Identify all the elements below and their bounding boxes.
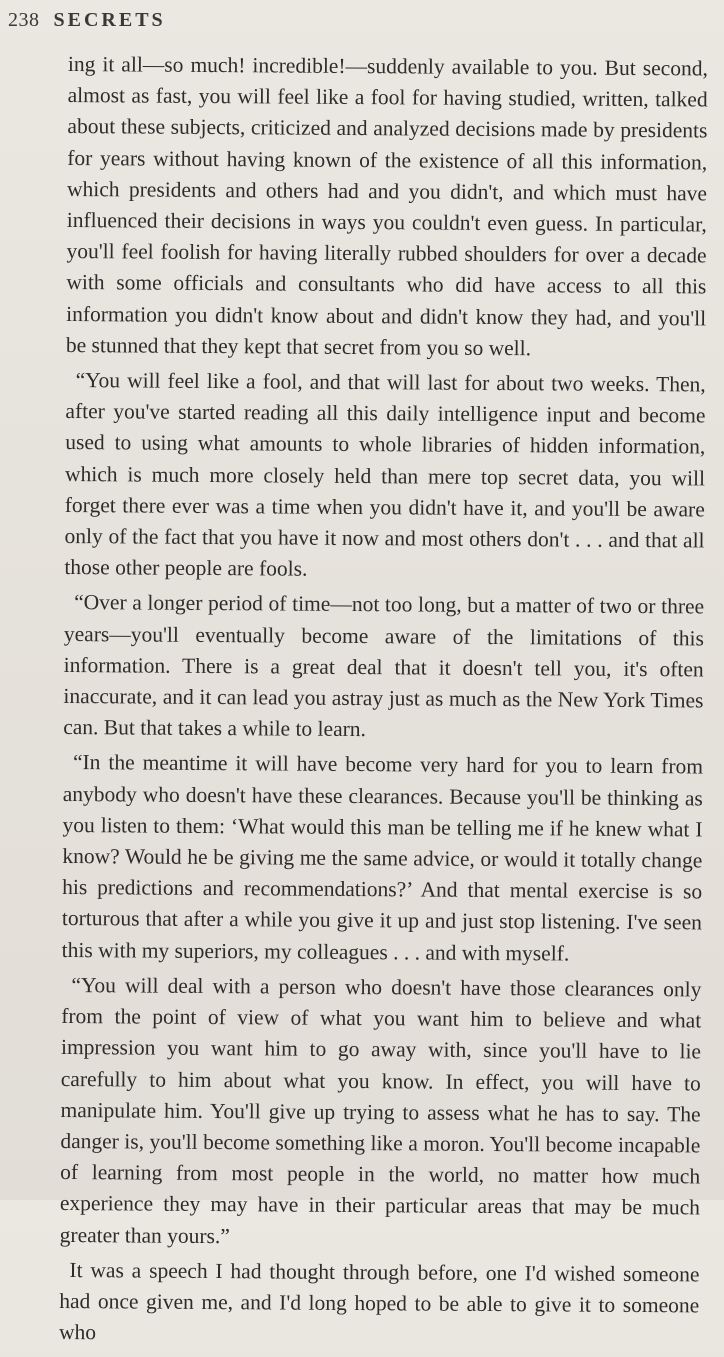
paragraph-2: “You will feel like a fool, and that will last for about two weeks. Then, after you've started reading all this daily intelligence input and become used to using what amounts to whole libraries of hidden information, which is much more closely held than mere top secret data, you will forget there ever was a time when you didn't have it, and you'll be aware only of the fact that you have it now and most others don't . . . and that all those other people are fools. xyxy=(64,368,706,581)
paragraph-6: It was a speech I had thought through before, one I'd wished someone had once given me, and I'd long hoped to be able to give it to someone who xyxy=(58,1257,700,1345)
running-head: SECRETS xyxy=(53,9,166,31)
paragraph-3: “Over a longer period of time—not too long, but a matter of two or three years—you'll eventually become aware of the limitations of this information. There is a great deal that it doesn't tell you, it's often inaccurate, and it can lead you astray just as much as the New York Times can. But that takes a while to learn. xyxy=(63,590,705,742)
body-text xyxy=(59,49,708,1357)
paragraph-5: “You will deal with a person who doesn't have those clearances only from the point of view of what you want him to believe and what impression you want him to go away with, since you'll have to lie carefully to him about what you know. In effect, you will have to manipulate him. You'll give up trying to assess what he has to say. The danger is, you'll become something like a moron. You'll become incapable of learning from most people in the world, no matter how much experience they may have in their particular areas that may be much greater than yours.” xyxy=(59,972,702,1248)
page-header xyxy=(8,6,704,32)
page-number: 238 xyxy=(8,9,40,31)
paragraph-1: ing it all—so much! incredible!—suddenly available to you. But second, almost as fast, you will feel like a fool for having studied, written, talked about these subjects, criticized and analyzed decisions made by presidents for years without having known of the existence of all this information, which presidents and others had and you didn't, and which must have influenced their decisions in ways you couldn't even guess. In particular, you'll feel foolish for having literally rubbed shoulders for over a decade with some officials and consultants who did have access to all this information you didn't know about and didn't know they had, and you'll be stunned that they kept that secret from you so well. xyxy=(65,51,708,361)
paragraph-4: “In the meantime it will have become very hard for you to learn from anybody who doesn't have these clearances. Because you'll be thinking as you listen to them: ‘What would this man be telling me if he knew what I know? Would he be giving me the same advice, or would it totally change his predictions and recommendations?’ And that mental exercise is so torturous that after a while you give it up and just stop listening. I've seen this with my superiors, my colleagues . . . and with myself. xyxy=(61,750,704,966)
